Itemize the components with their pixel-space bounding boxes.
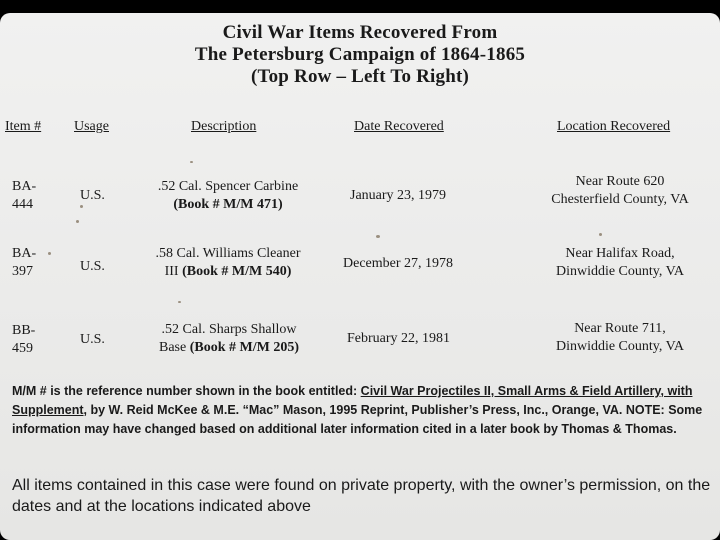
surface-speck bbox=[80, 205, 83, 208]
table-row-description bbox=[140, 178, 316, 214]
table-row-item bbox=[12, 322, 35, 358]
note-text-1: M/M # is the reference number shown in the book entitled: bbox=[12, 384, 361, 398]
description-line-1: .52 Cal. Sharps Shallow bbox=[161, 322, 297, 337]
location-line-1: Near Halifax Road, bbox=[565, 246, 675, 261]
table-row-date: January 23, 1979 bbox=[350, 188, 447, 203]
description-line-2-bold: (Book # M/M 205) bbox=[189, 340, 299, 355]
header-description: Description bbox=[191, 119, 257, 134]
header-date: Date Recovered bbox=[354, 119, 444, 134]
header-item: Item # bbox=[5, 119, 42, 134]
placard-panel bbox=[0, 13, 720, 540]
surface-speck bbox=[76, 220, 79, 223]
description-line-2: (Book # M/M 471) bbox=[173, 197, 283, 212]
item-line-2: 444 bbox=[12, 197, 33, 212]
table-row-location bbox=[535, 245, 705, 281]
description-line-2-plain: III bbox=[164, 264, 183, 279]
location-line-2: Dinwiddie County, VA bbox=[555, 264, 685, 279]
table-row-usage: U.S. bbox=[80, 188, 105, 203]
reference-note bbox=[12, 382, 712, 439]
surface-speck bbox=[48, 252, 51, 255]
description-line-1: .52 Cal. Spencer Carbine bbox=[157, 179, 299, 194]
table-row-description bbox=[138, 245, 318, 281]
table-row-item bbox=[12, 245, 36, 281]
surface-speck bbox=[599, 233, 602, 236]
table-row-description bbox=[140, 321, 318, 357]
title-line-1: Civil War Items Recovered From bbox=[222, 22, 498, 43]
title-line-2: The Petersburg Campaign of 1864-1865 bbox=[194, 44, 526, 65]
description-line-2 bbox=[140, 339, 318, 357]
note-text-2: , by W. Reid McKee & M.E. “Mac” Mason, 1995 Reprint, Publisher’s Press, Inc., Orange, VA. NOTE: Some information may have changed based on additional later information cited in a later book by Thomas & Thomas. bbox=[12, 403, 703, 436]
table-row-usage: U.S. bbox=[80, 332, 105, 347]
item-line-2: 397 bbox=[12, 264, 33, 279]
location-line-2: Chesterfield County, VA bbox=[551, 192, 689, 207]
description-line-2 bbox=[138, 263, 318, 281]
table-row-date: December 27, 1978 bbox=[343, 256, 454, 271]
location-line-1: Near Route 711, bbox=[574, 321, 666, 336]
title-line-3: (Top Row – Left To Right) bbox=[250, 66, 470, 87]
location-line-1: Near Route 620 bbox=[575, 174, 665, 189]
book-title: Civil War Projectiles II, Small Arms & Field Artillery, with Supplement bbox=[12, 384, 693, 417]
table-row-location bbox=[535, 320, 705, 356]
description-line-2-plain: Base bbox=[159, 340, 190, 355]
item-line-1: BB- bbox=[12, 323, 36, 338]
footer-statement: All items contained in this case were found on private property, with the owner’s permission, on the dates and at the locations indicated above bbox=[12, 477, 711, 515]
description-line-2-bold: (Book # M/M 540) bbox=[182, 264, 292, 279]
surface-speck bbox=[376, 235, 380, 238]
surface-speck bbox=[178, 301, 181, 303]
item-line-2: 459 bbox=[12, 341, 33, 356]
header-usage: Usage bbox=[74, 119, 109, 134]
item-line-1: BA- bbox=[12, 246, 37, 261]
table-row-date: February 22, 1981 bbox=[347, 331, 451, 346]
table-row-item bbox=[12, 178, 36, 214]
header-location: Location Recovered bbox=[557, 119, 671, 134]
description-line-1: .58 Cal. Williams Cleaner bbox=[155, 246, 301, 261]
table-row-location bbox=[535, 173, 705, 209]
location-line-2: Dinwiddie County, VA bbox=[555, 339, 685, 354]
surface-speck bbox=[190, 161, 193, 163]
table-row-usage: U.S. bbox=[80, 259, 105, 274]
item-line-1: BA- bbox=[12, 179, 37, 194]
